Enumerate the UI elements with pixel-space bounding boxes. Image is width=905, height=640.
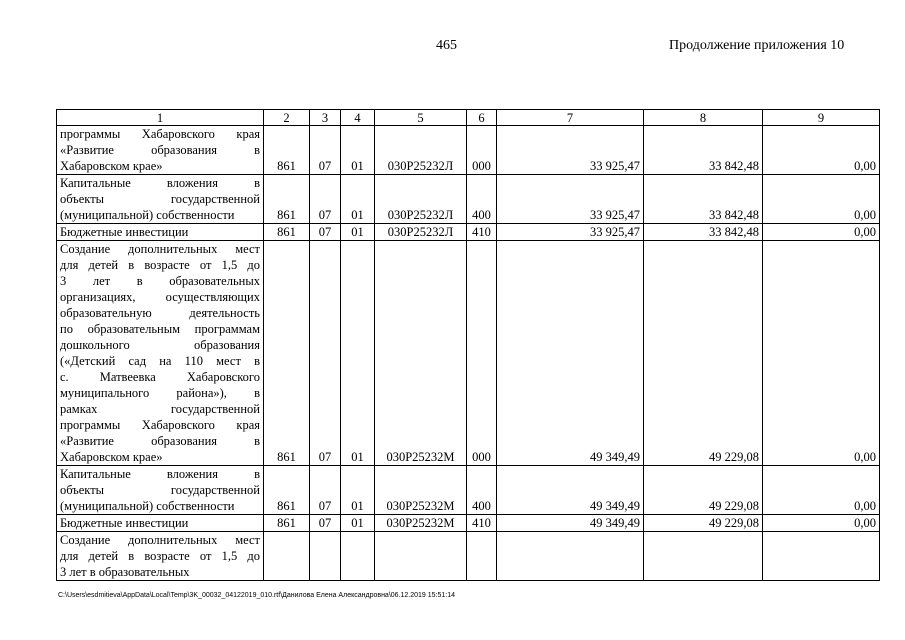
description-line: (муниципальной) собственности: [60, 499, 235, 513]
section-code: 07: [310, 175, 341, 224]
row-description: [57, 126, 264, 175]
amount-other: 0,00: [763, 241, 880, 466]
ministry-code: 861: [264, 466, 310, 515]
amount-planned: 49 349,49: [497, 241, 644, 466]
description-line: Капитальные вложения в: [60, 467, 260, 481]
amount-executed: 49 229,08: [644, 466, 763, 515]
description-line: «Развитие образования в: [60, 434, 260, 448]
amount-other: 0,00: [763, 466, 880, 515]
target-article-code: 030P25232Л: [375, 126, 467, 175]
column-header: 3: [310, 110, 341, 126]
description-line: муниципального района»), в: [60, 386, 260, 400]
subsection-code: 01: [341, 175, 375, 224]
column-header: 5: [375, 110, 467, 126]
ministry-code: [264, 532, 310, 581]
table-row: [57, 515, 880, 532]
table-row: [57, 175, 880, 224]
amount-executed: 49 229,08: [644, 241, 763, 466]
expense-type-code: 000: [467, 241, 497, 466]
expense-type-code: 410: [467, 224, 497, 241]
page-number: 465: [436, 38, 457, 53]
subsection-code: 01: [341, 224, 375, 241]
column-header: 2: [264, 110, 310, 126]
description-line: Капитальные вложения в: [60, 176, 260, 190]
amount-executed: 33 842,48: [644, 175, 763, 224]
section-code: 07: [310, 126, 341, 175]
row-description: [57, 466, 264, 515]
ministry-code: 861: [264, 126, 310, 175]
amount-planned: 49 349,49: [497, 466, 644, 515]
subsection-code: 01: [341, 126, 375, 175]
description-line: «Развитие образования в: [60, 143, 260, 157]
row-description: [57, 532, 264, 581]
row-description: [57, 241, 264, 466]
ministry-code: 861: [264, 241, 310, 466]
ministry-code: 861: [264, 515, 310, 532]
amount-executed: 33 842,48: [644, 126, 763, 175]
description-line: Хабаровском крае»: [60, 450, 163, 464]
appendix-continuation-label: Продолжение приложения 10: [669, 38, 845, 53]
column-header: 1: [57, 110, 264, 126]
description-line: Хабаровском крае»: [60, 159, 163, 173]
expense-type-code: 000: [467, 126, 497, 175]
description-line: для детей в возрасте от 1,5 до: [60, 549, 260, 563]
target-article-code: 030P25232Л: [375, 175, 467, 224]
description-line: (муниципальной) собственности: [60, 208, 235, 222]
description-line: дошкольного образования: [60, 338, 260, 352]
expense-type-code: 400: [467, 466, 497, 515]
description-line: образовательную деятельность: [60, 306, 260, 320]
expense-type-code: 400: [467, 175, 497, 224]
description-line: Бюджетные инвестиции: [60, 516, 189, 530]
description-line: объекты государственной: [60, 483, 260, 497]
column-header: 9: [763, 110, 880, 126]
column-header: 4: [341, 110, 375, 126]
file-path-footer: C:\Users\esdmitieva\AppData\Local\Temp\3K_00032_04122019_010.rtf\Данилова Елена Александровна\06.12.2019 15:51:14: [58, 592, 456, 599]
target-article-code: 030P25232Л: [375, 224, 467, 241]
target-article-code: 030P25232M: [375, 466, 467, 515]
table-header-row: [57, 110, 880, 126]
row-description: [57, 224, 264, 241]
column-header: 8: [644, 110, 763, 126]
description-line: программы Хабаровского края: [60, 418, 260, 432]
description-line: с. Матвеевка Хабаровского: [60, 370, 260, 384]
description-line: для детей в возрасте от 1,5 до: [60, 258, 260, 272]
description-line: программы Хабаровского края: [60, 127, 260, 141]
subsection-code: [341, 532, 375, 581]
subsection-code: 01: [341, 241, 375, 466]
amount-other: 0,00: [763, 224, 880, 241]
table-row: [57, 224, 880, 241]
table-row: [57, 126, 880, 175]
description-line: 3 лет в образовательных: [60, 274, 260, 288]
table-row: [57, 466, 880, 515]
description-line: 3 лет в образовательных: [60, 565, 190, 579]
amount-planned: 33 925,47: [497, 175, 644, 224]
subsection-code: 01: [341, 466, 375, 515]
amount-planned: 49 349,49: [497, 515, 644, 532]
section-code: [310, 532, 341, 581]
amount-executed: 49 229,08: [644, 515, 763, 532]
budget-table: [56, 109, 880, 581]
expense-type-code: [467, 532, 497, 581]
amount-planned: [497, 532, 644, 581]
amount-executed: [644, 532, 763, 581]
section-code: 07: [310, 466, 341, 515]
description-line: Создание дополнительных мест: [60, 242, 260, 256]
amount-executed: 33 842,48: [644, 224, 763, 241]
amount-other: [763, 532, 880, 581]
ministry-code: 861: [264, 175, 310, 224]
section-code: 07: [310, 241, 341, 466]
section-code: 07: [310, 224, 341, 241]
table-row: [57, 241, 880, 466]
table-body: [57, 126, 880, 581]
target-article-code: 030P25232M: [375, 241, 467, 466]
description-line: Бюджетные инвестиции: [60, 225, 189, 239]
description-line: рамках государственной: [60, 402, 260, 416]
target-article-code: [375, 532, 467, 581]
amount-other: 0,00: [763, 126, 880, 175]
target-article-code: 030P25232M: [375, 515, 467, 532]
amount-other: 0,00: [763, 515, 880, 532]
description-line: Создание дополнительных мест: [60, 533, 260, 547]
ministry-code: 861: [264, 224, 310, 241]
description-line: объекты государственной: [60, 192, 260, 206]
amount-planned: 33 925,47: [497, 126, 644, 175]
description-line: («Детский сад на 110 мест в: [60, 354, 260, 368]
row-description: [57, 515, 264, 532]
description-line: организациях, осуществляющих: [60, 290, 260, 304]
section-code: 07: [310, 515, 341, 532]
column-header: 7: [497, 110, 644, 126]
table-row: [57, 532, 880, 581]
description-line: по образовательным программам: [60, 322, 260, 336]
column-header: 6: [467, 110, 497, 126]
amount-other: 0,00: [763, 175, 880, 224]
expense-type-code: 410: [467, 515, 497, 532]
subsection-code: 01: [341, 515, 375, 532]
amount-planned: 33 925,47: [497, 224, 644, 241]
row-description: [57, 175, 264, 224]
